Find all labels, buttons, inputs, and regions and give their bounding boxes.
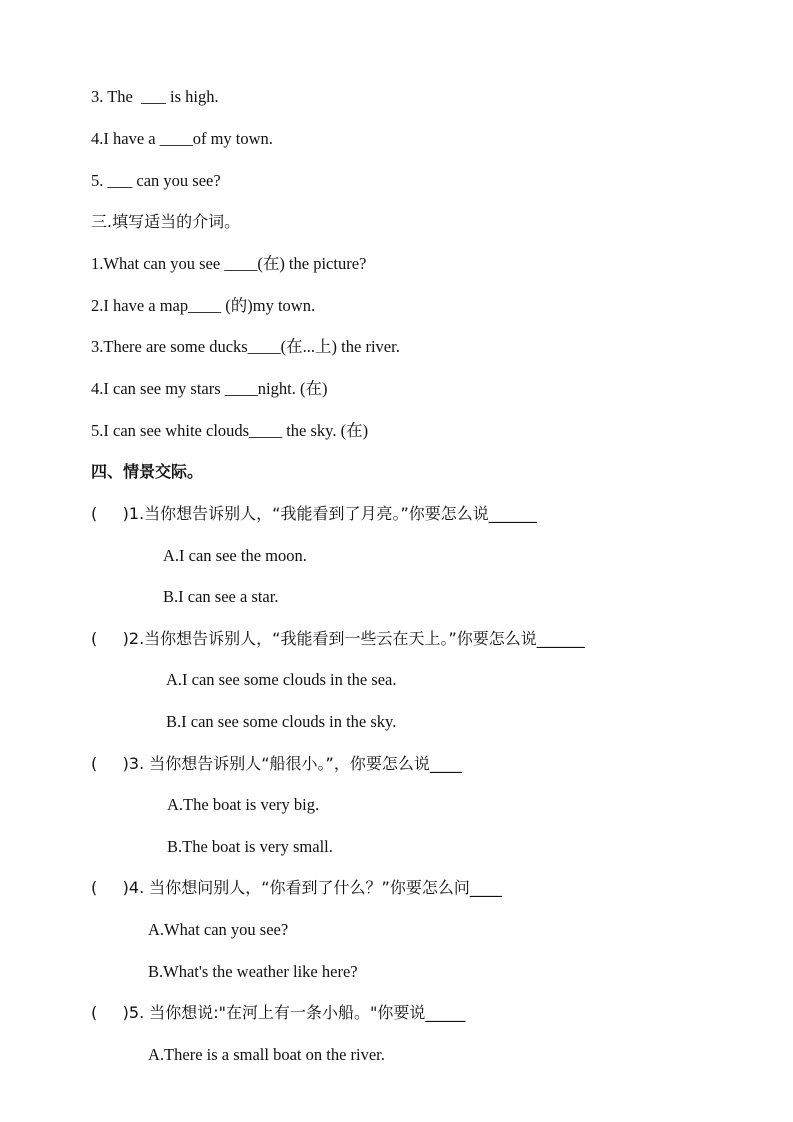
question-1-option-a: A.I can see the moon. [163, 546, 307, 565]
section3-heading: 三.填写适当的介词。 [91, 212, 241, 231]
preposition-item-1: 1.What can you see ____(在) the picture? [91, 254, 367, 273]
question-4-option-a: A.What can you see? [148, 920, 289, 939]
section4-heading: 四、情景交际。 [91, 462, 204, 481]
question-1-prompt: ( )1.当你想告诉别人，“我能看到了月亮。”你要怎么说______ [91, 504, 537, 523]
question-5-option-a: A.There is a small boat on the river. [148, 1045, 385, 1064]
fill-item-3: 3. The ___ is high. [91, 87, 219, 106]
question-4-prompt: ( )4. 当你想问别人，“你看到了什么？”你要怎么问____ [91, 878, 502, 897]
fill-item-5: 5. ___ can you see? [91, 171, 221, 190]
question-2-option-a: A.I can see some clouds in the sea. [166, 670, 397, 689]
question-3-prompt: ( )3. 当你想告诉别人“船很小。”，你要怎么说____ [91, 754, 462, 773]
fill-item-4: 4.I have a ____of my town. [91, 129, 273, 148]
question-2-option-b: B.I can see some clouds in the sky. [166, 712, 397, 731]
preposition-item-3: 3.There are some ducks____(在...上) the river. [91, 337, 400, 356]
question-1-option-b: B.I can see a star. [163, 587, 279, 606]
preposition-item-4: 4.I can see my stars ____night. (在) [91, 379, 328, 398]
question-3-option-b: B.The boat is very small. [167, 837, 333, 856]
question-4-option-b: B.What's the weather like here? [148, 962, 358, 981]
preposition-item-2: 2.I have a map____ (的)my town. [91, 296, 316, 315]
question-5-prompt: ( )5. 当你想说:"在河上有一条小船。"你要说_____ [91, 1003, 466, 1022]
preposition-item-5: 5.I can see white clouds____ the sky. (在) [91, 421, 369, 440]
question-2-prompt: ( )2.当你想告诉别人，“我能看到一些云在天上。”你要怎么说______ [91, 629, 585, 648]
question-3-option-a: A.The boat is very big. [167, 795, 320, 814]
